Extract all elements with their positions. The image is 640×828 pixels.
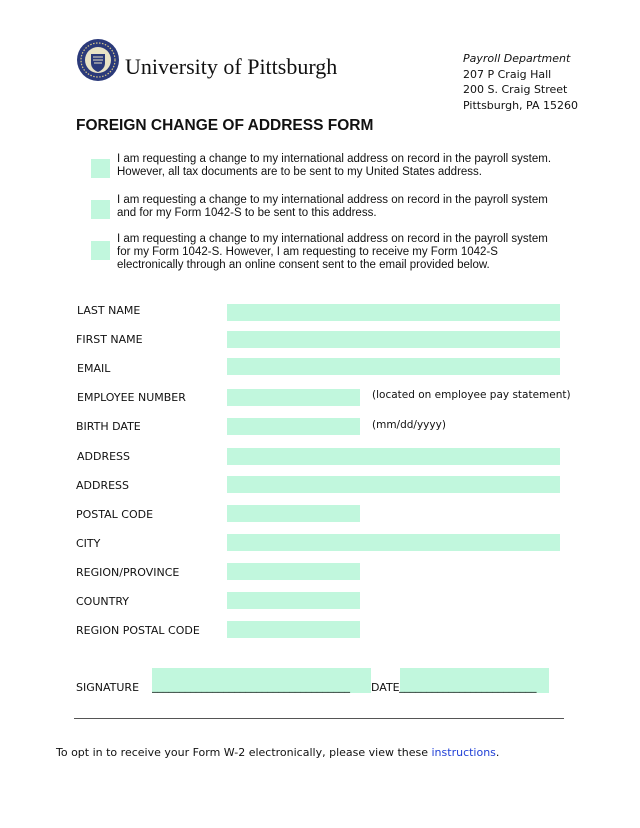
birth-date-input[interactable]	[227, 418, 360, 435]
option-line: and for my Form 1042-S to be sent to this address.	[117, 207, 377, 219]
optin-end: .	[495, 746, 500, 759]
option-line: electronically through an online consent sent to the email provided below.	[117, 259, 490, 271]
birth-date-label: BIRTH DATE	[76, 420, 141, 433]
option-line: However, all tax documents are to be sent to my United States address.	[117, 166, 482, 178]
option-line: I am requesting a change to my international address on record in the payroll system.	[117, 153, 552, 165]
option-1-checkbox[interactable]	[91, 159, 110, 178]
region-province-label: REGION/PROVINCE	[76, 566, 180, 579]
university-name: University of Pittsburgh	[125, 54, 338, 79]
city-label: CITY	[76, 537, 101, 550]
date-label: DATE	[371, 681, 400, 694]
city-input[interactable]	[227, 534, 560, 551]
footer-divider	[74, 718, 564, 719]
address-line: 207 P Craig Hall	[463, 67, 552, 81]
region-postal-code-label: REGION POSTAL CODE	[76, 624, 200, 637]
region-province-input[interactable]	[227, 563, 360, 580]
option-3-text	[117, 233, 577, 272]
country-input[interactable]	[227, 592, 360, 609]
optin-note	[56, 746, 499, 759]
signature-label: SIGNATURE	[76, 681, 140, 694]
option-2-checkbox[interactable]	[91, 200, 110, 219]
employee-number-hint: (located on employee pay statement)	[372, 389, 571, 401]
address-line: 200 S. Craig Street	[463, 83, 568, 97]
option-1-text	[117, 153, 577, 179]
option-line: for my Form 1042-S. However, I am requesting to receive my Form 1042-S	[117, 246, 498, 258]
university-seal-logo	[76, 38, 120, 82]
first-name-label: FIRST NAME	[76, 333, 143, 346]
option-3-checkbox[interactable]	[91, 241, 110, 260]
optin-text: To opt in to receive your Form W-2 electronically, please view these	[56, 746, 432, 759]
department-name: Payroll Department	[463, 52, 571, 65]
email-input[interactable]	[227, 358, 560, 375]
signature-line: ____________________________________	[152, 680, 350, 693]
postal-code-label: POSTAL CODE	[76, 508, 154, 521]
option-2-text	[117, 194, 577, 220]
last-name-input[interactable]	[227, 304, 560, 321]
address-2-input[interactable]	[227, 476, 560, 493]
birth-date-hint: (mm/dd/yyyy)	[372, 419, 446, 431]
last-name-label: LAST NAME	[77, 304, 141, 317]
address-1-label: ADDRESS	[77, 450, 131, 463]
email-label: EMAIL	[77, 362, 111, 375]
region-postal-code-input[interactable]	[227, 621, 360, 638]
employee-number-input[interactable]	[227, 389, 360, 406]
form-title: FOREIGN CHANGE OF ADDRESS FORM	[76, 117, 374, 134]
option-line: I am requesting a change to my international address on record in the payroll system	[117, 233, 548, 245]
address-2-label: ADDRESS	[76, 479, 130, 492]
option-line: I am requesting a change to my international address on record in the payroll system	[117, 194, 548, 206]
employee-number-label: EMPLOYEE NUMBER	[77, 391, 186, 404]
first-name-input[interactable]	[227, 331, 560, 348]
address-1-input[interactable]	[227, 448, 560, 465]
instructions-link[interactable]: instructions	[431, 746, 496, 759]
address-line: Pittsburgh, PA 15260	[463, 98, 578, 112]
postal-code-input[interactable]	[227, 505, 360, 522]
country-label: COUNTRY	[76, 595, 129, 608]
payroll-address-block	[463, 51, 578, 113]
date-line: _________________________	[399, 680, 537, 693]
